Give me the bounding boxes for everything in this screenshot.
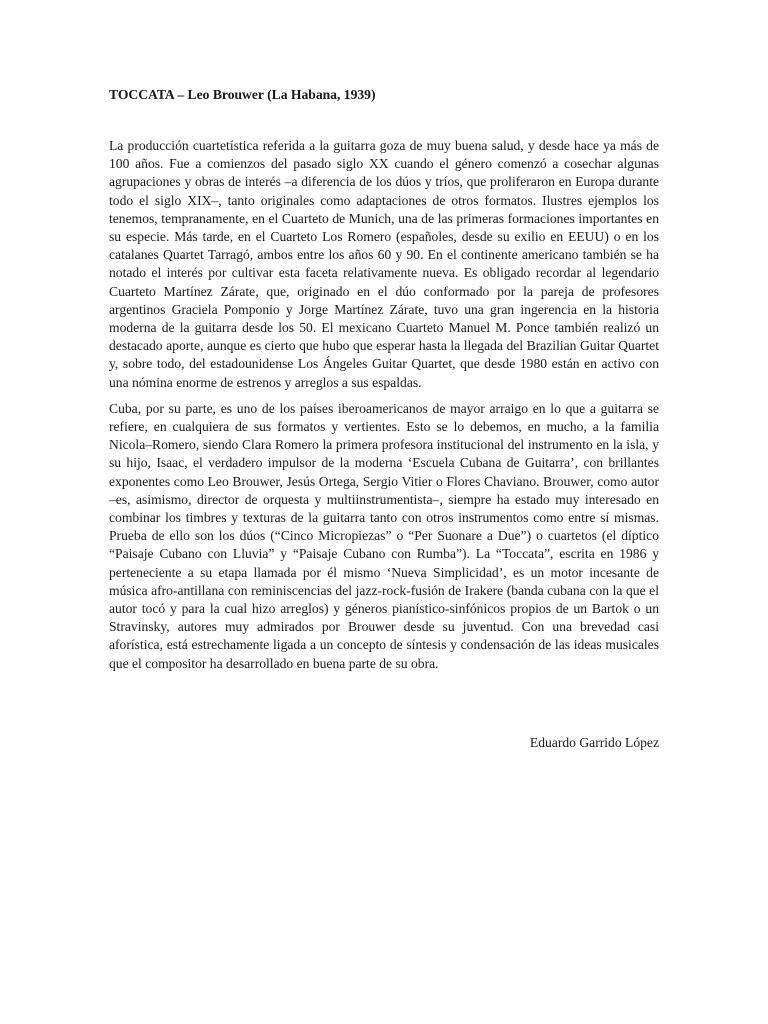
document-body [109, 137, 659, 681]
paragraph-quartet-history: La producción cuartetística referida a la guitarra goza de muy buena salud, y desde hace ya más de 100 años. Fue a comienzos del pasado siglo XX cuando el género comenzó a cosechar algunas agrupaciones y obras de interés –a diferencia de los dúos y tríos, que proliferaron en Europa durante todo el siglo XIX–, tanto originales como adaptaciones de otros formatos. Ilustres ejemplos los tenemos, tempranamente, en el Cuarteto de Munich, una de las primeras formaciones importantes en su especie. Más tarde, en el Cuarteto Los Romero (españoles, desde su exilio en EEUU) o en los catalanes Quartet Tarragó, ambos entre los años 60 y 90. En el continente americano también se ha notado el interés por cultivar esta faceta relativamente nueva. Es obligado recordar al legendario Cuarteto Martínez Zárate, que, originado en el dúo conformado por la pareja de profesores argentinos Graciela Pomponio y Jorge Martínez Zárate, tuvo una gran ingerencia en la historia moderna de la guitarra desde los 50. El mexicano Cuarteto Manuel M. Ponce también realizó un destacado aporte, aunque es cierto que hubo que esperar hasta la llegada del Brazilian Guitar Quartet y, sobre todo, del estadounidense Los Ángeles Guitar Quartet, que desde 1980 están en activo con una nómina enorme de estrenos y arreglos a sus espaldas. [109, 138, 659, 390]
paragraph-cuba-brouwer: Cuba, por su parte, es uno de los países iberoamericanos de mayor arraigo en lo que a guitarra se refiere, en cualquiera de sus formatos y vertientes. Esto se lo debemos, en mucho, a la familia Nicola–Romero, siendo Clara Romero la primera profesora institucional del instrumento en la isla, y su hijo, Isaac, el verdadero impulsor de la moderna ‘Escuela Cubana de Guitarra’, con brillantes exponentes como Leo Brouwer, Jesús Ortega, Sergio Vitier o Flores Chaviano. Brouwer, como autor –es, asimismo, director de orquesta y multiinstrumentista–, siempre ha estado muy interesado en combinar los timbres y texturas de la guitarra tanto con otros instrumentos como entre sí mismas. Prueba de ello son los dúos (“Cinco Micropiezas” o “Per Suonare a Due”) o cuartetos (el díptico “Paisaje Cubano con Lluvia” y “Paisaje Cubano con Rumba”). La “Toccata”, escrita en 1986 y perteneciente a su etapa llamada por él mismo ‘Nueva Simplicidad’, es un motor incesante de música afro-antillana con reminiscencias del jazz-rock-fusión de Irakere (banda cubana con la que el autor tocó y para la cual hizo arreglos) y géneros pianístico-sinfónicos propios de un Bartok o un Stravinsky, autores muy admirados por Brouwer desde su juventud. Con una brevedad casi aforística, está estrechamente ligada a un concepto de síntesis y condensación de las ideas musicales que el compositor ha desarrollado en buena parte de su obra. [109, 400, 659, 671]
document-title: TOCCATA – Leo Brouwer (La Habana, 1939) [109, 87, 376, 102]
author-signature: Eduardo Garrido López [529, 735, 659, 750]
